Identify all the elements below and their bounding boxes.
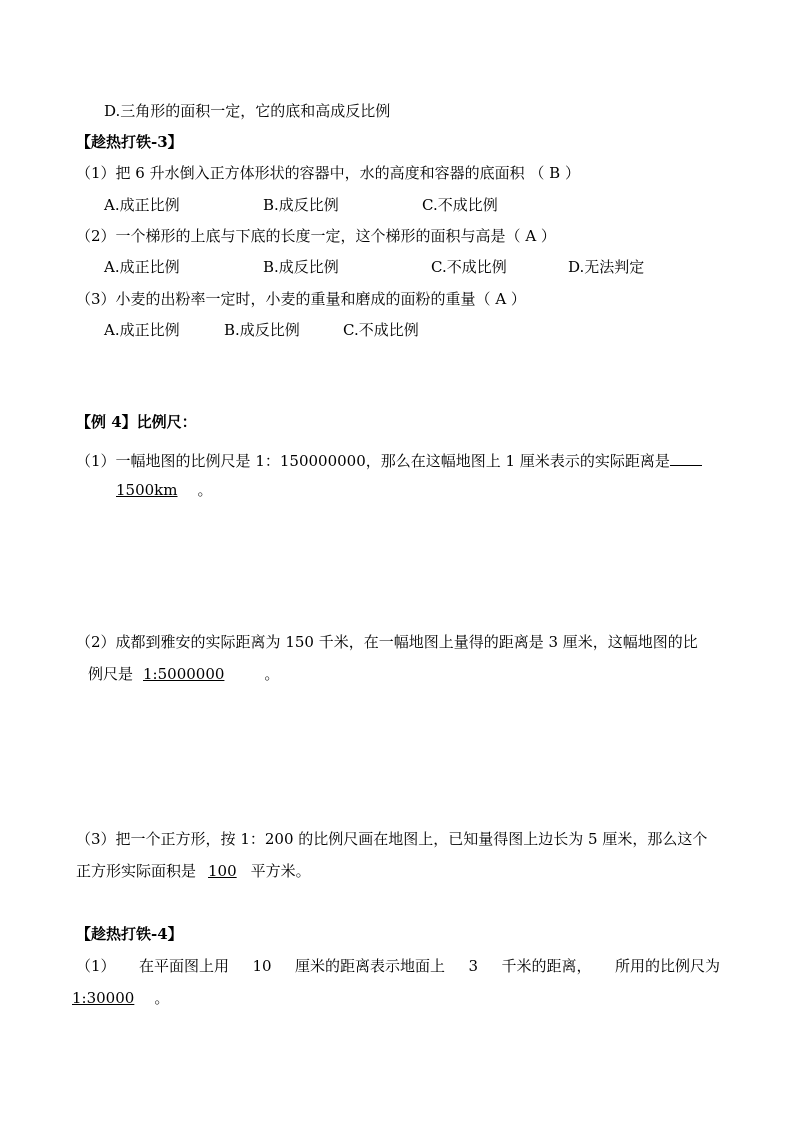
word: 10: [252, 957, 272, 975]
example4-q1-answer-line: [88, 480, 213, 500]
section3-title: 【趁热打铁-3】: [76, 133, 183, 151]
option-c: C.不成比例: [431, 258, 507, 276]
option-b: B.成反比例: [224, 321, 300, 339]
period: 。: [154, 989, 170, 1007]
option-a: A.成正比例: [104, 196, 180, 214]
option-d: D.无法判定: [568, 258, 645, 276]
option-a: A.成正比例: [104, 321, 180, 339]
example4-q1-text: （1）一幅地图的比例尺是 1：150000000，那么在这幅地图上 1 厘米表示的实际距离是: [76, 452, 670, 470]
section3-q2: （2）一个梯形的上底与下底的长度一定，这个梯形的面积与高是（ A ）: [76, 227, 556, 245]
section3-q3: （3）小麦的出粉率一定时，小麦的重量和磨成的面粉的重量（ A ）: [76, 290, 526, 308]
section4-q1-line1: [76, 956, 720, 976]
period: 。: [197, 481, 213, 499]
example4-q3-answer: [196, 862, 251, 880]
section4-title: 【趁热打铁-4】: [76, 925, 183, 943]
example4-q1: [76, 449, 702, 471]
word: 千米的距离，: [501, 957, 592, 975]
example4-q3-line2: [76, 861, 311, 881]
option-c: C.不成比例: [343, 321, 419, 339]
answer-text: 1:5000000: [143, 665, 225, 683]
example4-title-text: 【例 4】比例尺：: [76, 413, 197, 431]
word: 厘米的距离表示地面上: [295, 957, 446, 975]
example4-q3-text: 正方形实际面积是: [76, 862, 197, 880]
word: 所用的比例尺为: [614, 957, 720, 975]
section4-q1-line2: [72, 988, 169, 1008]
example4-q2-line2: [88, 664, 279, 684]
example4-q2-answer: [133, 665, 264, 683]
period: 。: [264, 665, 280, 683]
option-a: A.成正比例: [104, 258, 180, 276]
word: 在平面图上用: [139, 957, 230, 975]
example4-q2-line1: （2）成都到雅安的实际距离为 150 千米，在一幅地图上量得的距离是 3 厘米，这幅地图的比: [76, 633, 698, 651]
option-b: B.成反比例: [263, 258, 339, 276]
unit-text: 平方米。: [250, 862, 311, 880]
option-d-text: D.三角形的面积一定，它的底和高成反比例: [104, 102, 391, 120]
word: 3: [468, 957, 479, 975]
answer-text: 100: [208, 862, 237, 880]
section4-q1-answer: [72, 989, 154, 1007]
answer-blank: [670, 449, 702, 466]
example4-q1-answer: [88, 481, 198, 499]
word: （1）: [76, 957, 116, 975]
option-b: B.成反比例: [263, 196, 339, 214]
example4-title: [76, 412, 197, 432]
answer-text: 1500km: [116, 481, 178, 499]
option-c: C.不成比例: [422, 196, 498, 214]
section3-q1: （1）把 6 升水倒入正方体形状的容器中，水的高度和容器的底面积 （ B ）: [76, 164, 580, 182]
answer-text: 1:30000: [72, 989, 135, 1007]
example4-q2-text: 例尺是: [88, 665, 134, 683]
example4-q3-line1: （3）把一个正方形，按 1：200 的比例尺画在地图上，已知量得图上边长为 5 厘米，那么这个: [76, 830, 708, 848]
